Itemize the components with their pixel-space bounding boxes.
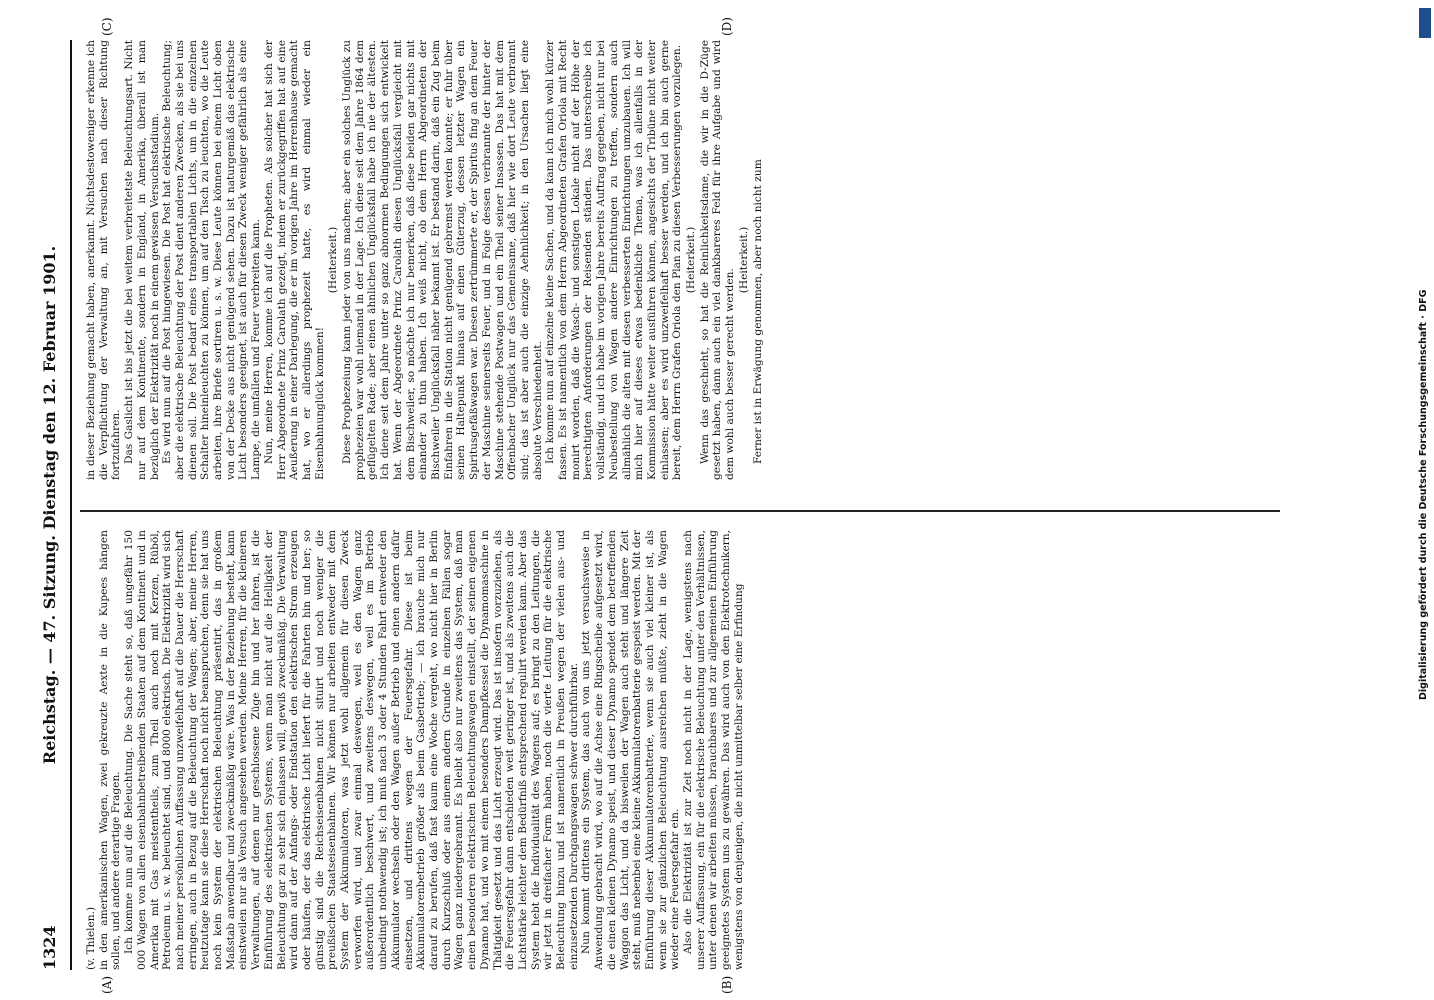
paragraph: Wenn das geschieht, so hat die Reinlichkeitsdame, die wir in die D-Züge gesetzt haben, dann auch ein viel dankbareres Feld für ihre Aufgabe und wird dem wohl auch besser gerecht werden. <box>698 40 737 480</box>
column-divider <box>80 510 1280 512</box>
page-number: 1324 <box>40 925 59 970</box>
paragraph: Es wird nun auf die Post hingewiesen. Die Post hat elektrische Beleuchtung; aber die elektrische Beleuchtung der Post dient anderen Zwecken, als sie bei uns dienen soll. Die Post bedarf eines transportablen Lichts, um in die einzelnen Schalter hineinleuchten zu können, um auf den Tisch zu leuchten, wo die Leute arbeiten, ihre Briefe sortiren u. s. w. Diese Leute können bei einem Licht oben von der Decke aus nicht genügend sehen. Dazu ist naturgemäß das elektrische Licht besonders geeignet, ist auch für diesen Zweck weniger gefährlich als eine Lampe, die umfallen und Feuer verbreiten kann. <box>161 40 263 480</box>
margin-marker-c: (C) <box>100 17 114 36</box>
left-column <box>85 530 1275 970</box>
paragraph: Ich komme nun auf die Beleuchtung. Die Sache steht so, daß ungefähr 150 000 Wagen von allen eisenbahnbetreibenden Staaten auf dem Kontinent und in Amerika mit Gas meistentheils, zum Theil auch noch mit Kerzen, Rüböl, Petroleum u. s. w. beleuchtet sind, und 8000 elektrisch. Die Elektrizität wird sich nach meiner persönlichen Auffassung unzweifelhaft auf die Dauer die Herrschaft erringen, auch in Bezug auf die Beleuchtung der Wagen; aber, meine Herren, heutzutage kann sie diese Herrschaft noch nicht beanspruchen, denn sie hat uns noch kein System der elektrischen Beleuchtung präsentirt, das in großem Maßstab anwendbar und zweckmäßig wäre. Was in der Beziehung besteht, kann einstweilen nur als Versuch angesehen werden. Meine Herren, für die kleineren Verwaltungen, auf denen nur geschlossene Züge hin und her fahren, ist die Einführung des elektrischen Systems, wenn man nicht auf die Helligkeit der Beleuchtung gar zu sehr sich einlassen will, gewiß zweckmäßig. Die Verwaltung wird dann auf der Anfangs- oder Endstation den elektrischen Strom erzeugen oder häufen, der das elektrische Licht liefert für die Fahrten hin und her; so günstig sind die Reichseisenbahnen nicht situirt und noch weniger die preußischen Staatseisenbahnen. Wir können nur arbeiten entweder mit dem System der Akkumulatoren, was jetzt wohl allgemein für diesen Zweck verworfen wird, und zwar einmal deswegen, weil es den Wagen ganz außerordentlich beschwert, und zweitens deswegen, weil es im Betrieb unbedingt nothwendig ist; ich muß nach 3 oder 4 Stunden Fahrt entweder den Akkumulator wechseln oder den Wagen außer Betrieb und einen andern dafür einsetzen, und drittens wegen der Feuersgefahr. Diese ist beim Akkumulatorenbetrieb größer als beim Gasbetrieb; — ich brauche mich nur darauf zu berufen, daß fast kaum eine Woche vergeht, wo nicht hier in Berlin durch Kurzschluß oder aus einem andern Grunde in einzelnen Fällen sogar Wagen ganz niedergebrannt. Es bleibt also nur zweitens das System, daß man einen besonderen elektrischen Beleuchtungswagen einstellt, der seinen eigenen Dynamo hat, und wo mit einem besonders Dampfkessel die Dynamomaschine in Thätigkeit gesetzt und das Licht erzeugt wird. Das ist insofern vorzuziehen, als die Feuersgefahr dann entschieden weit geringer ist, und als zweitens auch die Lichtstärke leichter dem Bedürfniß entsprechend regulirt werden kann. Aber das System hebt die Individualität des Wagens auf; es bringt zu den Leitungen, die wir jetzt in dreifacher Form haben, noch die vierte Leitung für die elektrische Beleuchtung hinzu und ist namentlich in Preußen wegen der vielen aus- und einzusetzenden Durchgangswagen schwer durchführbar. <box>123 530 580 970</box>
credit-text: Digitalisierung gefördert durch die Deutsche Forschungsgemeinschaft · DFG <box>1418 289 1429 700</box>
margin-marker-b: (B) <box>720 975 734 994</box>
paragraph: Nun kommt drittens ein System, das auch von uns jetzt versuchsweise in Anwendung gebracht wird, wo auf die Achse eine Ringscheibe aufgesetzt wird, die einen kleinen Dynamo speist, und dieser Dynamo spendet dem betreffenden Waggon das Licht, und da bisweilen der Wagen auch steht und längere Zeit steht, muß nebenbei eine kleine Akkumulatorenbatterie gespeist werden. Mit der Einführung dieser Akkumulatorenbatterie, wenn sie auch viel kleiner ist, als wenn sie zur gänzlichen Beleuchtung ausreichen müßte, zieht in die Wagen wieder eine Feuersgefahr ein. <box>580 530 682 970</box>
header-rule <box>70 40 72 970</box>
paragraph: Das Gaslicht ist bis jetzt die bei weitem verbreitetste Beleuchtungsart. Nicht nur auf dem Kontinente, sondern in England, in Amerika, überall ist man bezüglich der Elektrizität noch in einem gewissen Versuchsstadium. <box>123 40 161 480</box>
interjection: (Heiterkeit.) <box>737 226 750 294</box>
paragraph: Nun, meine Herren, komme ich auf die Propheten. Als solcher hat sich der Herr Abgeordnete Prinz Carolath gezeigt, indem er zurückgegriffen hat auf eine Aeußerung in einer Darlegung, die er im vorigen Jahre im Herrenhause gemacht hat, wo er allerdings prophezeit hatte, es wird einmal wieder ein Eisenbahnunglück kommen! <box>262 40 326 480</box>
page-title: Reichstag. — 47. Sitzung. Dienstag den 12. Februar 1901. <box>40 245 59 765</box>
speaker-label: (v. Thielen.) <box>85 906 97 970</box>
margin-marker-a: (A) <box>100 975 114 994</box>
paragraph: Ferner ist in Erwägung genommen, aber noch nicht zum <box>751 159 764 464</box>
paragraph: Also die Elektrizität ist zur Zeit noch nicht in der Lage, wenigstens nach unserer Auffassung, ein für die elektrische Beleuchtung unter den Verhältnissen, unter denen wir arbeiten müssen, brauchbares und zur allgemeinen Einführung geeignetes System uns zu gewähren. Das wird auch von den Elektrotechnikern, wenigstens von denjenigen, die nicht unmittelbar selber eine Erfindung <box>682 530 745 970</box>
paragraph: in den amerikanischen Wagen, zwei gekreuzte Aexte in die Kupees hängen sollen, und andere derartige Fragen. <box>97 530 123 970</box>
interjection: (Heiterkeit.) <box>327 226 340 294</box>
page-header <box>40 40 66 970</box>
margin-marker-d: (D) <box>720 17 734 36</box>
paragraph: Ich komme nun auf einzelne kleine Sachen, und da kann ich mich wohl kürzer fassen. Es ist namentlich von dem Herrn Abgeordneten Grafen Oriola mit Recht monirt worden, daß die Wasch- und sonstigen Lokale nicht auf der Höhe der berechtigten Anforderungen der Reisenden ständen. Das unterschreibe ich vollständig, und ich habe im vorigen Jahre bereits Auftrag gegeben, nicht nur bei Neubestellung von Wagen andere Einrichtungen zu treffen, sondern auch allmählich die alten mit diesen verbesserten Einrichtungen umzubauen. Ich will mich hier auf dieses etwas bedenkliche Thema, was ich allenfalls in der Kommission hätte weiter ausführen können, angesichts der Tribüne nicht weiter einlassen; aber es wird unzweifelhaft besser werden, und ich bin auch gerne bereit, dem Herrn Grafen Oriola den Plan zu diesen Verbesserungen vorzulegen. <box>544 40 684 480</box>
digitization-credit <box>1418 10 1432 990</box>
right-column <box>85 40 1275 480</box>
paragraph: in dieser Beziehung gemacht haben, anerkannt. Nichtsdestoweniger erkenne ich die Verpflichtung der Verwaltung an, mit Versuchen nach dieser Richtung fortzufahren. <box>85 40 123 480</box>
interjection: (Heiterkeit.) <box>685 226 698 294</box>
paragraph: Diese Prophezeiung kann jeder von uns machen; aber ein solches Unglück zu prophezeien war wohl niemand in der Lage. Ich diene seit dem Jahre 1864 dem geflügelten Rade; aber einen ähnlichen Unglücksfall habe ich nie der ältesten. Ich diene seit dem Jahre unter so ganz abnormen Bedingungen sich entwickelt hat. Wenn der Abgeordnete Prinz Carolath diesen Unglücksfall vergleicht mit dem Bischweiler, so möchte ich nur bemerken, daß diese beiden gar nichts mit einander zu thun haben. Ich weiß nicht, ob dem Herrn Abgeordneten der Bischweiler Unglücksfall näher bekannt ist. Er bestand darin, daß ein Zug beim Einfahren in die Station nicht genügend gebremst werden konnte; er fuhr über seinen Haltepunkt hinaus auf einen Güterzug, dessen letzter Wagen ein Spiritusgefäßwagen war. Diesen zertrümmerte er, der Spiritus fing an dem Feuer der Maschine seinerseits Feuer, und in Folge dessen verbrannte der hinter der Maschine stehende Postwagen und ein Theil seiner Insassen. Das hat mit dem Offenbacher Unglück nur das Gemeinsame, daß hier wie dort Leute verbrannt sind; das ist aber auch die einzige Aehnlichkeit; in den Ursachen liegt eine absolute Verschiedenheit. <box>341 40 544 480</box>
